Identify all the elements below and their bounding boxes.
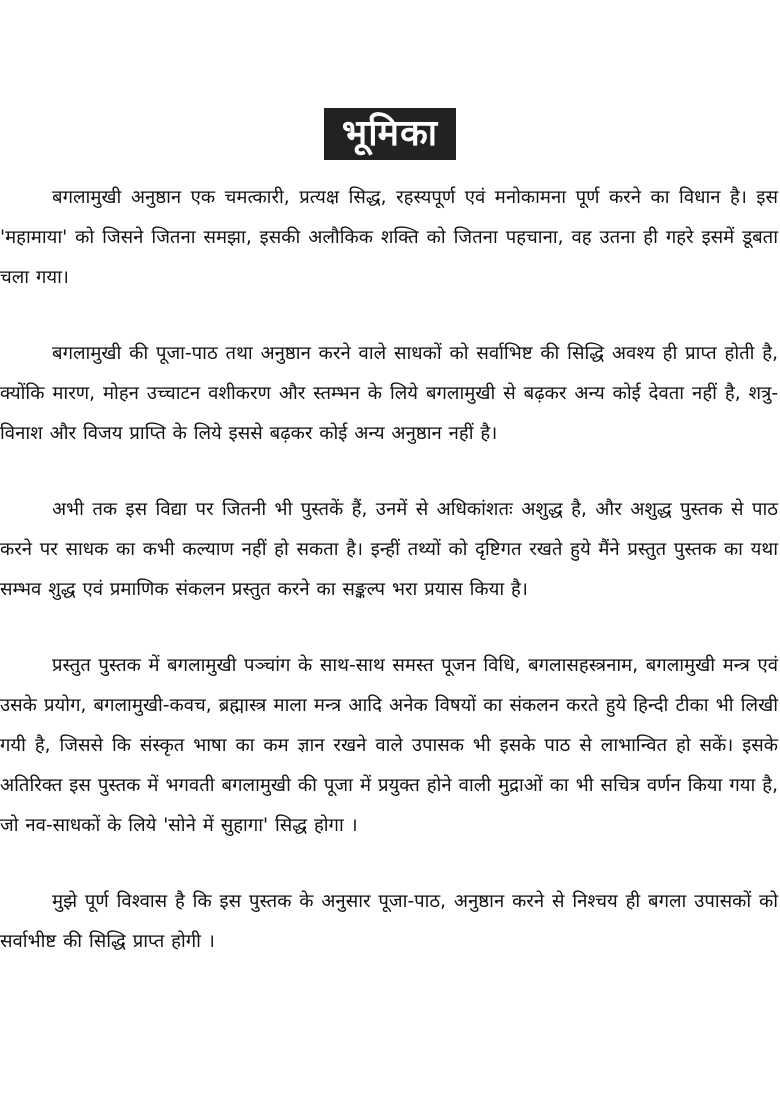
page-title: भूमिका [324, 108, 456, 160]
paragraph-2: बगलामुखी की पूजा-पाठ तथा अनुष्ठान करने वाले साधकों को सर्वाभिष्ट की सिद्धि अवश्य ही प्राप्त होती है, क्योंकि मारण, मोहन उच्चाटन वशीकरण और स्तम्भन के लिये बगलामुखी से बढ़कर अन्य कोई देवता नहीं है, शत्रु-विनाश और विजय प्राप्ति के लिये इससे बढ़कर कोई अन्य अनुष्ठान नहीं है। [0, 343, 778, 444]
title-container [0, 108, 780, 160]
paragraph-4: प्रस्तुत पुस्तक में बगलामुखी पञ्चांग के साथ-साथ समस्त पूजन विधि, बगलासहस्त्रनाम, बगलामुखी मन्त्र एवं उसके प्रयोग, बगलामुखी-कवच, ब्रह्मास्त्र माला मन्त्र आदि अनेक विषयों का संकलन करते हुये हिन्दी टीका भी लिखी गयी है, जिससे कि संस्कृत भाषा का कम ज्ञान रखने वाले उपासक भी इसके पाठ से लाभान्वित हो सकें। इसके अतिरिक्त इस पुस्तक में भगवती बगलामुखी की पूजा में प्रयुक्त होने वाली मुद्राओं का भी सचित्र वर्णन किया गया है, जो नव-साधकों के लिये 'सोने में सुहागा' सिद्ध होगा । [0, 655, 778, 836]
paragraph-5: मुझे पूर्ण विश्वास है कि इस पुस्तक के अनुसार पूजा-पाठ, अनुष्ठान करने से निश्चय ही बगला उपासकों को सर्वाभीष्ट की सिद्धि प्राप्त होगी । [0, 891, 778, 952]
document-body [0, 178, 778, 998]
paragraph-1: बगलामुखी अनुष्ठान एक चमत्कारी, प्रत्यक्ष सिद्ध, रहस्यपूर्ण एवं मनोकामना पूर्ण करने का विधान है। इस 'महामाया' को जिसने जितना समझा, इसकी अलौकिक शक्ति को जितना पहचाना, वह उतना ही गहरे इसमें डूबता चला गया। [0, 187, 778, 288]
paragraph-3: अभी तक इस विद्या पर जितनी भी पुस्तकें हैं, उनमें से अधिकांशतः अशुद्ध है, और अशुद्ध पुस्तक से पाठ करने पर साधक का कभी कल्याण नहीं हो सकता है। इन्हीं तथ्यों को दृष्टिगत रखते हुये मैंने प्रस्तुत पुस्तक का यथा सम्भव शुद्ध एवं प्रमाणिक संकलन प्रस्तुत करने का सङ्कल्प भरा प्रयास किया है। [0, 499, 778, 600]
